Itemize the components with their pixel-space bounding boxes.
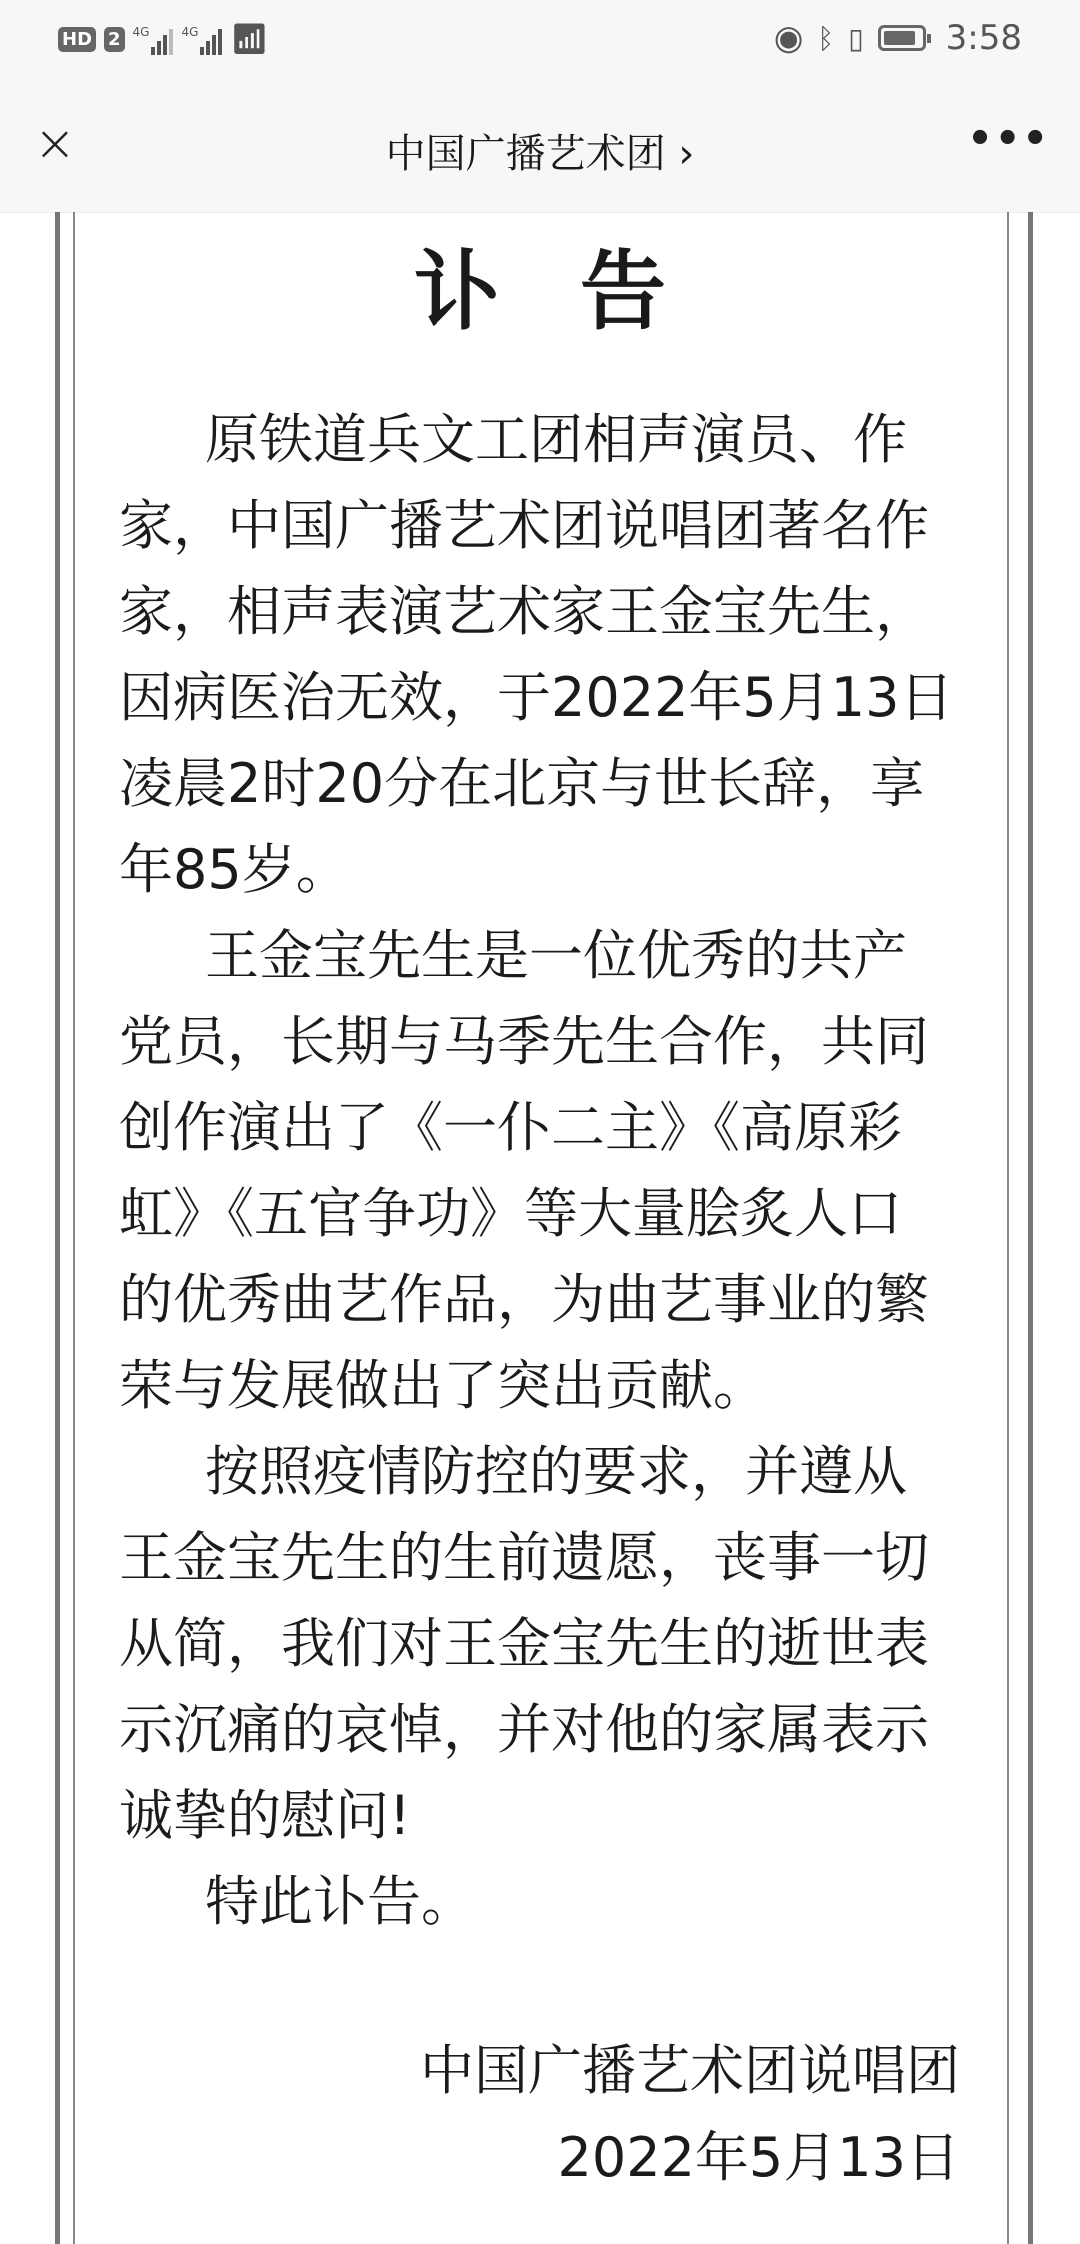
signal-icon: 4G bbox=[181, 25, 222, 55]
sim-badge: 2 bbox=[104, 27, 125, 52]
eye-icon: ◉ bbox=[773, 18, 804, 58]
account-title-link[interactable] bbox=[0, 122, 1080, 179]
close-icon[interactable]: × bbox=[34, 114, 76, 172]
notice-line: 原铁道兵文工团相声演员、作 bbox=[205, 408, 907, 471]
wifi-icon: 📶︎ bbox=[230, 22, 269, 57]
notice-line: 凌晨2时20分在北京与世长辞，享 bbox=[119, 752, 925, 815]
notice-line: 特此讣告。 bbox=[205, 1870, 475, 1933]
notice-line: 示沉痛的哀悼，并对他的家属表示 bbox=[119, 1698, 929, 1761]
notice-line: 年85岁。 bbox=[119, 838, 350, 901]
notice-line: 诚挚的慰问! bbox=[119, 1784, 411, 1847]
notice-line: 的优秀曲艺作品，为曲艺事业的繁 bbox=[119, 1268, 929, 1331]
status-bar bbox=[0, 0, 1080, 80]
notice-line: 按照疫情防控的要求，并遵从 bbox=[205, 1440, 907, 1503]
clock: 3:58 bbox=[945, 18, 1022, 58]
signal-icon: 4G bbox=[133, 25, 174, 55]
notice-line: 王金宝先生的生前遗愿，丧事一切 bbox=[119, 1526, 929, 1589]
hd-badge: HD bbox=[58, 27, 96, 52]
notice-line: 家，相声表演艺术家王金宝先生， bbox=[119, 580, 929, 643]
chevron-right-icon: › bbox=[678, 131, 695, 177]
notice-line: 家，中国广播艺术团说唱团著名作 bbox=[119, 494, 929, 557]
notice-line: 荣与发展做出了突出贡献。 bbox=[119, 1354, 767, 1417]
vibrate-icon: ▯ bbox=[848, 21, 864, 55]
nav-bar bbox=[0, 80, 1080, 213]
notice-title: 讣告 bbox=[414, 242, 746, 342]
signoff bbox=[420, 2027, 960, 2201]
notice-body bbox=[119, 397, 969, 1945]
bluetooth-icon: ᛒ bbox=[817, 21, 835, 55]
battery-icon bbox=[878, 25, 926, 51]
notice-line: 虹》《五官争功》等大量脍炙人口 bbox=[119, 1182, 902, 1245]
notice-line: 因病医治无效，于2022年5月13日 bbox=[119, 666, 954, 729]
notice-line: 创作演出了《一仆二主》《高原彩 bbox=[119, 1096, 902, 1159]
more-options-icon[interactable]: ••• bbox=[967, 116, 1050, 162]
notice-line: 王金宝先生是一位优秀的共产 bbox=[205, 924, 907, 987]
notice-line: 党员，长期与马季先生合作，共同 bbox=[119, 1010, 929, 1073]
page-title: 中国广播艺术团 bbox=[385, 131, 666, 177]
signature: 中国广播艺术团说唱团 bbox=[420, 2039, 960, 2102]
notice-line: 从简，我们对王金宝先生的逝世表 bbox=[119, 1612, 929, 1675]
date: 2022年5月13日 bbox=[557, 2126, 960, 2189]
